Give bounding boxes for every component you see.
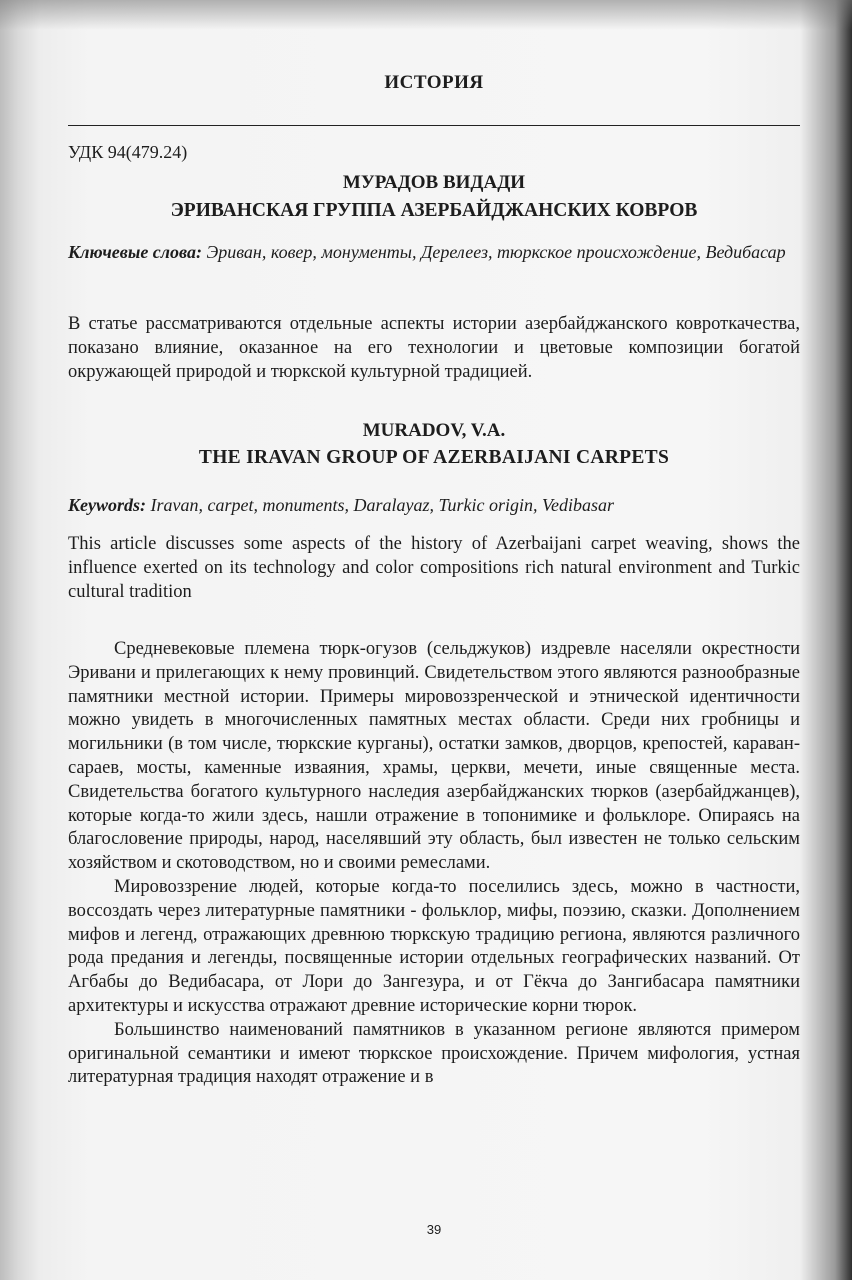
body-paragraph-3: Большинство наименований памятников в указанном регионе являются примером оригинальной семантики и имеют тюркское происхождение. Причем мифология, устная литературная традиция находят отражение и в	[68, 1019, 800, 1088]
author-ru: МУРАДОВ ВИДАДИ	[342, 172, 526, 193]
abstract-en: This article discusses some aspects of the history of Azerbaijani carpet weaving, shows the influence exerted on its technology and color compositions rich natural environment and Turkic cultural tradition	[68, 534, 800, 602]
keywords-label-en: Keywords:	[68, 495, 146, 515]
body-paragraph-2: Мировоззрение людей, которые когда-то поселились здесь, можно в частности, воссоздать через литературные памятники - фольклор, мифы, поэзию, сказки. Дополнением мифов и легенд, отражающих древнюю тюркскую традицию региона, являются различного рода предания и легенды, посвященные истории отдельных географических названий. От Агбабы до Ведибасара, от Лори до Зангезура, и от Гёкча до Зангибасара памятники архитектуры и искусства отражают древние исторические корни тюрок.	[68, 876, 800, 1016]
udc-code: УДК 94(479.24)	[68, 142, 188, 162]
abstract-ru: В статье рассматриваются отдельные аспекты истории азербайджанского ковроткачества, показано влияние, оказанное на его технологии и цветовые композиции богатой окружающей природой и тюркской культурной традицией.	[68, 314, 800, 382]
author-en: MURADOV, V.A.	[362, 420, 506, 441]
article-title-ru: ЭРИВАНСКАЯ ГРУППА АЗЕРБАЙДЖАНСКИХ КОВРОВ	[170, 200, 698, 221]
section-header: ИСТОРИЯ	[384, 72, 484, 93]
keywords-ru	[68, 240, 800, 264]
body-paragraph-1: Средневековые племена тюрк-огузов (сельджуков) издревле населяли окрестности Эривани и прилегающих к нему провинций. Свидетельством этого являются разнообразные памятники местной истории. Примеры мировоззренческой и этнической идентичности можно увидеть в многочисленных памятных местах области. Среди них гробницы и могильники (в том числе, тюркские курганы), остатки замков, дворцов, крепостей, караван-сараев, мосты, каменные изваяния, храмы, церкви, мечети, иные священные места. Свидетельства богатого культурного наследия азербайджанских тюрков (азербайджанцев), которые когда-то жили здесь, нашли отражение в топонимике и фольклоре. Опираясь на благословение природы, народ, населявший эту область, был известен не только сельским хозяйством и скотоводством, но и своими ремеслами.	[68, 639, 800, 874]
header-rule	[68, 125, 800, 126]
page-number: 39	[426, 1222, 442, 1237]
keywords-en	[68, 493, 800, 517]
keywords-text-ru: Эриван, ковер, монументы, Дерелеез, тюркское происхождение, Ведибасар	[206, 242, 786, 262]
keywords-text-en: Iravan, carpet, monuments, Daralayaz, Turkic origin, Vedibasar	[150, 495, 614, 515]
keywords-label-ru: Ключевые слова:	[68, 242, 202, 262]
article-body	[68, 638, 800, 1090]
journal-page	[68, 0, 800, 1280]
article-title-en: THE IRAVAN GROUP OF AZERBAIJANI CARPETS	[198, 447, 670, 468]
